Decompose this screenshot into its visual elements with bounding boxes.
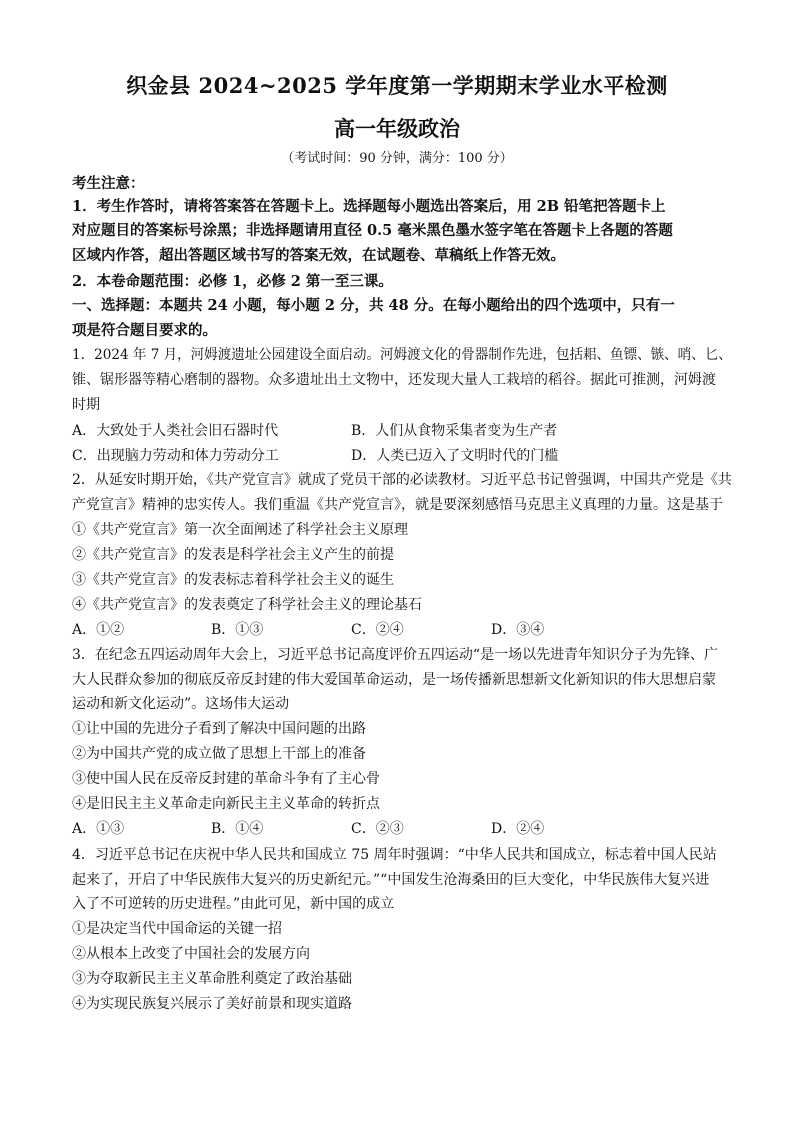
q1-option-d: D．人类已迈入了文明时代的门槛 [351,448,559,464]
q1-option-a: A．大致处于人类社会旧石器时代 [72,423,279,439]
q3-statement-3: ③使中国人民在反帝反封建的革命斗争有了主心骨 [72,771,380,787]
q4-statement-4: ④为实现民族复兴展示了美好前景和现实道路 [72,996,352,1012]
q4-statement-1: ①是决定当代中国命运的关键一招 [72,921,282,937]
q3-stem-line2: 大人民群众参加的彻底反帝反封建的伟大爱国革命运动，是一场传播新思想新文化新知识的伟大思想启蒙 [72,672,716,688]
q4-statement-3: ③为夺取新民主主义革命胜利奠定了政治基础 [72,971,352,987]
q2-option-b: B．①③ [211,622,264,638]
q3-option-c: C．②③ [351,821,404,837]
notice-item1-line3: 区域内作答，超出答题区域书写的答案无效，在试题卷、草稿纸上作答无效。 [72,247,565,264]
q4-stem-line3: 入了不可逆转的历史进程。”由此可见，新中国的成立 [72,896,395,912]
exam-title: 织金县 2024~2025 学年度第一学期期末学业水平检测 [126,73,668,98]
q2-stem-line2: 产党宣言》精神的忠实传人。我们重温《共产党宣言》，就是要深刻感悟马克思主义真理的力量。这是基于 [72,497,723,513]
q2-statement-2: ②《共产党宣言》的发表是科学社会主义产生的前提 [72,547,394,563]
q2-stem-line1: 2．从延安时期开始，《共产党宣言》就成了党员干部的必读教材。习近平总书记曾强调，中国共产党是《共 [72,472,732,488]
q3-stem-line3: 运动和新文化运动”。这场伟大运动 [72,696,290,712]
section1-heading-line2: 项是符合题目要求的。 [72,322,217,339]
q2-statement-3: ③《共产党宣言》的发表标志着科学社会主义的诞生 [72,572,394,588]
q4-statement-2: ②从根本上改变了中国社会的发展方向 [72,946,310,962]
q3-option-d: D．②④ [491,821,545,837]
exam-info: （考试时间：90 分钟，满分：100 分） [281,151,513,166]
notice-item1-line2: 对应题目的答案标号涂黑；非选择题请用直径 0.5 毫米黑色墨水签字笔在答题卡上各题的答题 [72,222,673,239]
q2-option-a: A．①② [72,622,125,638]
q4-stem-line2: 起来了，开启了中华民族伟大复兴的历史新纪元。”“中国发生沧海桑田的巨大变化，中华民族伟大复兴进 [72,872,710,888]
q1-option-c: C．出现脑力劳动和体力劳动分工 [72,448,279,464]
q3-stem-line1: 3．在纪念五四运动周年大会上，习近平总书记高度评价五四运动“是一场以先进青年知识分子为先锋、广 [72,647,719,663]
q1-stem-line1: 1．2024 年 7 月，河姆渡遗址公园建设全面启动。河姆渡文化的骨器制作先进，包括耜、鱼镖、镞、哨、匕、 [72,347,732,363]
q2-statement-1: ①《共产党宣言》第一次全面阐述了科学社会主义原理 [72,522,408,538]
q1-option-b: B．人们从食物采集者变为生产者 [351,423,558,439]
q3-option-a: A．①③ [72,821,125,837]
notice-heading: 考生注意： [72,175,145,192]
q2-option-d: D．③④ [491,622,545,638]
section1-heading-line1: 一、选择题：本题共 24 小题，每小题 2 分，共 48 分。在每小题给出的四个选项中，只有一 [72,297,675,314]
q3-statement-1: ①让中国的先进分子看到了解决中国问题的出路 [72,721,366,737]
q1-stem-line2: 锥、锯形器等精心磨制的器物。众多遗址出土文物中，还发现大量人工栽培的稻谷。据此可推测，河姆渡 [72,372,716,388]
exam-subtitle: 高一年级政治 [334,116,460,141]
q3-option-b: B．①④ [211,821,264,837]
notice-item1-line1: 1．考生作答时，请将答案答在答题卡上。选择题每小题选出答案后，用 2B 铅笔把答题卡上 [72,198,666,215]
q2-option-c: C．②④ [351,622,404,638]
q3-statement-4: ④是旧民主主义革命走向新民主主义革命的转折点 [72,796,380,812]
q4-stem-line1: 4．习近平总书记在庆祝中华人民共和国成立 75 周年时强调：“中华人民共和国成立，标志着中国人民站 [72,847,717,863]
q1-stem-line3: 时期 [72,397,100,413]
notice-item2: 2．本卷命题范围：必修 1，必修 2 第一至三课。 [72,273,393,290]
q2-statement-4: ④《共产党宣言》的发表奠定了科学社会主义的理论基石 [72,597,422,613]
q3-statement-2: ②为中国共产党的成立做了思想上干部上的准备 [72,746,366,762]
